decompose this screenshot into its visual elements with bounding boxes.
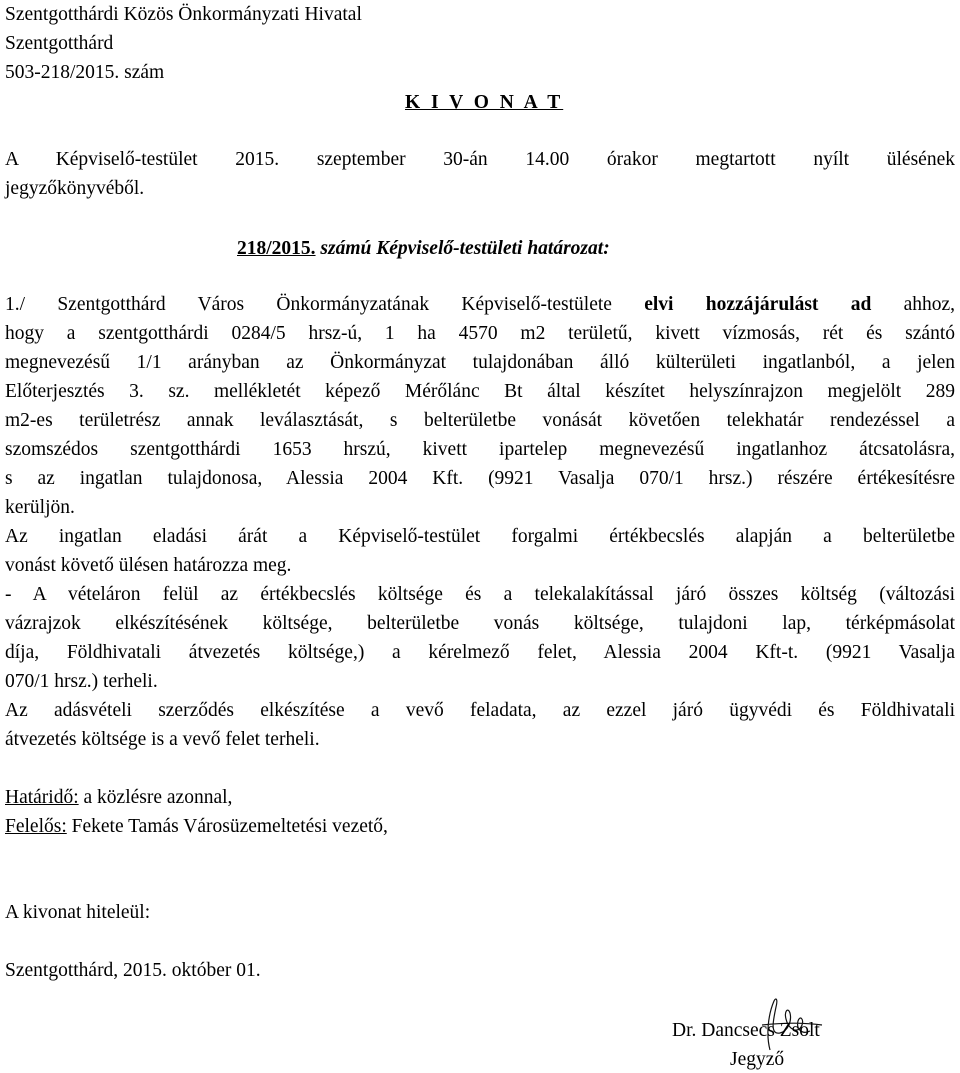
paragraph-3-line-1: - A vételáron felül az értékbecslés költsége és a telekalakítással járó összes költség (változási bbox=[5, 584, 955, 605]
city-name: Szentgotthárd bbox=[5, 33, 114, 54]
paragraph-4-line-2: átvezetés költsége is a vevő felet terheli. bbox=[5, 729, 320, 750]
paragraph-2-line-2: vonást követő ülésen határozza meg. bbox=[5, 555, 292, 576]
paragraph-3-line-4: 070/1 hrsz.) terheli. bbox=[5, 671, 158, 692]
resolution-number: 218/2015. bbox=[237, 238, 316, 259]
paragraph-3-line-2: vázrajzok elkészítésének költsége, belterületbe vonás költsége, tulajdoni lap, térképmásolat bbox=[5, 613, 955, 634]
document-title: K I V O N A T bbox=[405, 92, 564, 113]
deadline-value: a közlésre azonnal, bbox=[78, 787, 233, 808]
paragraph-1-line-7: s az ingatlan tulajdonosa, Alessia 2004 Kft. (9921 Vasalja 070/1 hrsz.) részére értékesítésre bbox=[5, 468, 955, 489]
paragraph-1-line-8: kerüljön. bbox=[5, 497, 75, 518]
responsible-value: Fekete Tamás Városüzemeltetési vezető, bbox=[66, 816, 388, 837]
resolution-title: számú Képviselő-testületi határozat: bbox=[315, 238, 610, 259]
paragraph-1-line-2: hogy a szentgotthárdi 0284/5 hrsz-ú, 1 ha 4570 m2 területű, kivett vízmosás, rét és szántó bbox=[5, 323, 955, 344]
responsible bbox=[5, 817, 388, 837]
paragraph-1-line-1 bbox=[5, 295, 955, 315]
resolution-heading bbox=[237, 238, 610, 260]
p1-l1-text-b: ahhoz, bbox=[903, 294, 956, 315]
paragraph-3-line-3: díja, Földhivatali átvezetés költsége,) a kérelmező felet, Alessia 2004 Kft-t. (9921 Vasalja bbox=[5, 642, 955, 663]
office-name: Szentgotthárdi Közös Önkormányzati Hivatal bbox=[5, 4, 362, 25]
paragraph-1-line-5: m2-es területrész annak leválasztását, s belterületbe vonását követően telekhatár rendezéssel a bbox=[5, 410, 955, 431]
p1-l1-bold: elvi hozzájárulást ad bbox=[644, 294, 872, 315]
paragraph-1-line-6: szomszédos szentgotthárdi 1653 hrszú, kivett ipartelep megnevezésű ingatlanhoz átcsatolásra, bbox=[5, 439, 955, 460]
intro-line-2: jegyzőkönyvéből. bbox=[5, 178, 145, 199]
p1-l1-text-a: 1./ Szentgotthárd Város Önkormányzatának Képviselő-testülete bbox=[5, 294, 612, 315]
paragraph-2-line-1: Az ingatlan eladási árát a Képviselő-testület forgalmi értékbecslés alapján a belterületbe bbox=[5, 526, 955, 547]
deadline bbox=[5, 788, 232, 808]
intro-line-1: A Képviselő-testület 2015. szeptember 30-án 14.00 órakor megtartott nyílt ülésének bbox=[5, 149, 955, 170]
deadline-label: Határidő: bbox=[5, 787, 79, 808]
responsible-label: Felelős: bbox=[5, 816, 67, 837]
signer-title: Jegyző bbox=[730, 1049, 785, 1070]
reference-number: 503-218/2015. szám bbox=[5, 62, 165, 83]
signer-name: Dr. Dancsecs Zsolt bbox=[672, 1020, 820, 1041]
issue-date: Szentgotthárd, 2015. október 01. bbox=[5, 960, 261, 981]
paragraph-1-line-3: megnevezésű 1/1 arányban az Önkormányzat tulajdonában álló külterületi ingatlanból, a jelen bbox=[5, 352, 955, 373]
paragraph-1-line-4: Előterjesztés 3. sz. mellékletét képező Mérőlánc Bt által készítet helyszínrajzon megjelölt 289 bbox=[5, 381, 955, 402]
certified-label: A kivonat hiteleül: bbox=[5, 902, 151, 923]
paragraph-4-line-1: Az adásvételi szerződés elkészítése a vevő feladata, az ezzel járó ügyvédi és Földhivatali bbox=[5, 700, 955, 721]
